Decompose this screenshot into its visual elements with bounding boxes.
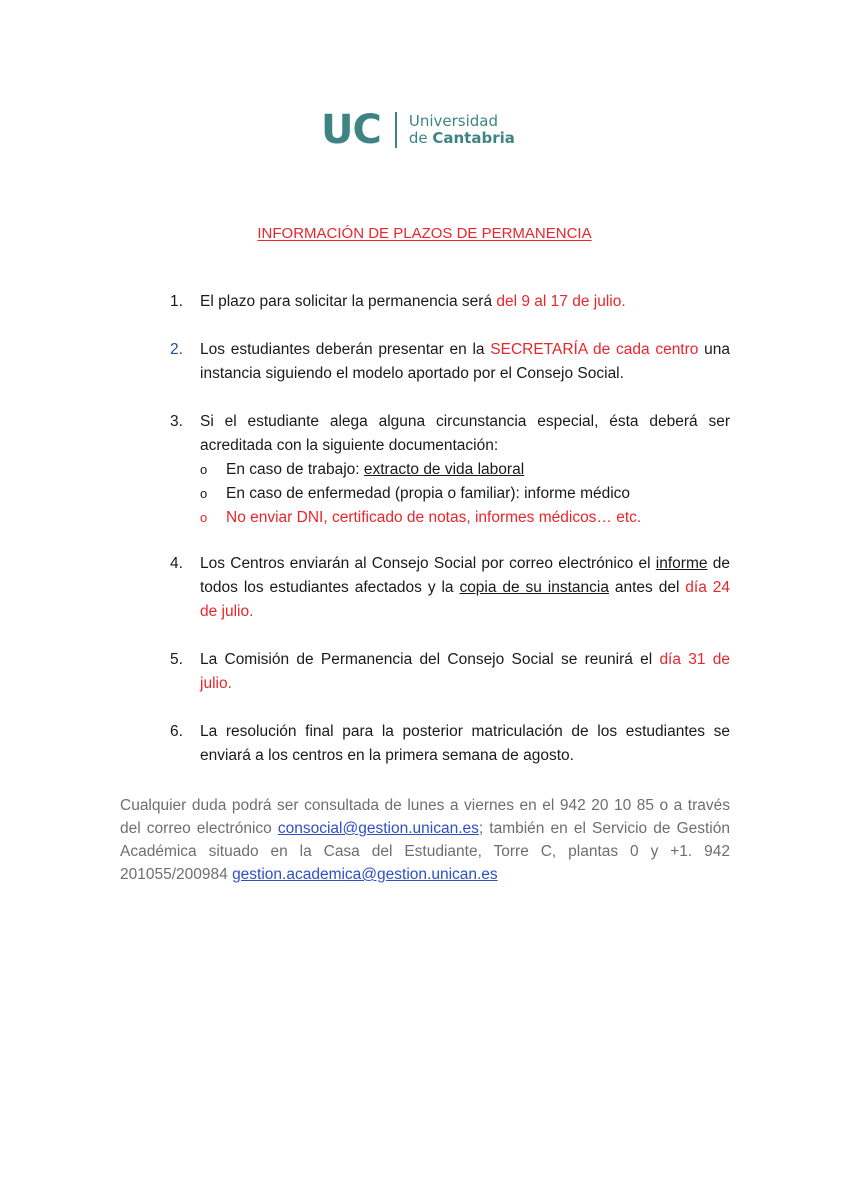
logo-line-1: Universidad [408,112,498,130]
item-5-text: La Comisión de Permanencia del Consejo Social se reunirá el [200,651,660,668]
item-number: 2. [170,341,183,358]
documentation-sublist [200,458,730,530]
sub1-underlined: extracto de vida laboral [363,461,525,478]
list-item-1 [170,290,730,314]
university-logo [321,107,515,153]
logo-separator [395,112,397,148]
list-item-4 [170,552,730,624]
logo-wordmark [409,113,515,147]
email-link-consocial[interactable]: consocial@gestion.unican.es [277,820,479,837]
item-number: 6. [170,723,183,740]
item-5-highlight: día 31 de julio. [200,651,730,692]
sublist-item-illness [200,482,730,506]
item-1-highlight: del 9 al 17 de julio. [496,293,626,310]
sublist-item-do-not-send [200,506,730,530]
sublist-item-work [200,458,730,482]
bullet-icon: o [200,486,208,501]
sub2-text: En caso de enfermedad (propia o familiar): informe médico [226,485,631,502]
list-item-2 [170,338,730,386]
item-4-text-a: Los Centros enviarán al Consejo Social por correo electrónico el [200,555,656,572]
item-4-highlight: día 24 de julio. [200,579,730,620]
item-number: 4. [170,555,183,572]
sub1-prefix: En caso de trabajo: [226,461,364,478]
email-link-gestion-academica[interactable]: gestion.academica@gestion.unican.es [232,866,498,883]
item-text [200,552,730,624]
bullet-icon: o [200,462,208,477]
item-4-text-c: antes del [608,579,686,596]
item-3-text: Si el estudiante alega alguna circunstancia especial, ésta deberá ser acreditada con la siguiente documentación: [200,413,730,454]
item-2-text-b: una instancia siguiendo el modelo aportado por el Consejo Social. [200,341,730,382]
item-1-text: El plazo para solicitar la permanencia será [200,293,497,310]
logo-line-2-prefix: de [408,129,433,147]
logo-line-2 [409,130,515,147]
item-4-underlined-b: copia de su instancia [459,579,609,596]
contact-text-b: ; también en el Servicio de Gestión Académica situado en la Casa del Estudiante, Torre C, plantas 0 y +1. 942 201055/200984 [120,820,730,883]
item-text [200,410,730,530]
page-title: INFORMACIÓN DE PLAZOS DE PERMANENCIA [257,225,592,242]
list-item-3 [170,410,730,530]
deadline-list [170,290,730,792]
item-number: 1. [170,293,183,310]
bullet-icon: o [200,510,208,525]
item-4-underlined-a: informe [655,555,708,572]
item-text [200,338,730,386]
item-number: 3. [170,413,183,430]
item-text: La resolución final para la posterior matriculación de los estudiantes se enviará a los centros en la primera semana de agosto. [200,723,730,764]
contact-paragraph [120,794,730,886]
item-2-highlight: SECRETARÍA de cada centro [490,341,699,358]
list-item-5 [170,648,730,696]
logo-mark: UC [321,107,381,153]
sub3-text: No enviar DNI, certificado de notas, informes médicos… etc. [226,509,642,526]
sublist-text [226,458,524,482]
item-text [200,290,730,314]
item-text [200,648,730,696]
contact-text-a: Cualquier duda podrá ser consultada de lunes a viernes en el 942 20 10 85 o a través del correo electrónico [120,797,730,837]
list-item-6 [170,720,730,768]
item-2-text-a: Los estudiantes deberán presentar en la [200,341,491,358]
item-number: 5. [170,651,183,668]
item-4-text-b: de todos los estudiantes afectados y la [200,555,730,596]
logo-line-2-bold: Cantabria [432,129,515,147]
